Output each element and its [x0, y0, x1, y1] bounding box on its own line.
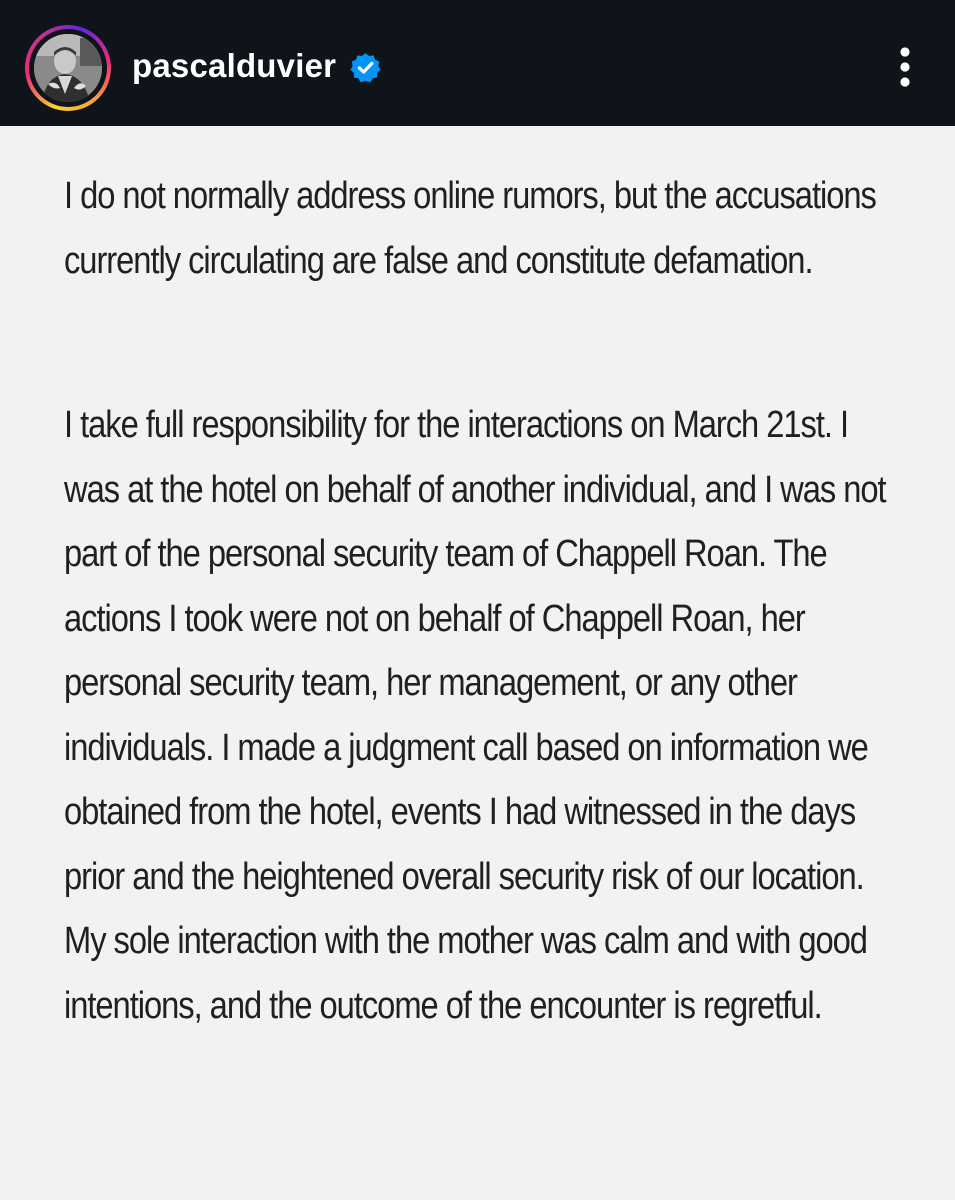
avatar[interactable] — [34, 34, 102, 102]
post-image-text — [0, 126, 955, 1200]
story-ring[interactable] — [25, 25, 111, 111]
avatar-photo-icon — [34, 34, 102, 102]
post-header — [0, 0, 955, 126]
username-link[interactable]: pascalduvier — [132, 47, 337, 84]
verified-badge-icon — [350, 52, 381, 83]
avatar-ring-gap — [29, 29, 107, 107]
more-vertical-icon[interactable] — [885, 44, 925, 90]
statement-paragraph-1: I do not normally address online rumors, but the accusations currently circulating are false and constitute defamation. — [64, 175, 876, 282]
statement-paragraph-2: I take full responsibility for the interactions on March 21st. I was at the hotel on behalf of another individual, and I was not part of the personal security team of Chappell Roan. The actions I took were not on behalf of Chappell Roan, her personal security team, her management, or any other individuals. I made a judgment call based on information we obtained from the hotel, events I had witnessed in the days prior and the heightened overall security risk of our location. My sole interaction with the mother was calm and with good intentions, and the outcome of the encounter is regretful. — [64, 404, 886, 1027]
